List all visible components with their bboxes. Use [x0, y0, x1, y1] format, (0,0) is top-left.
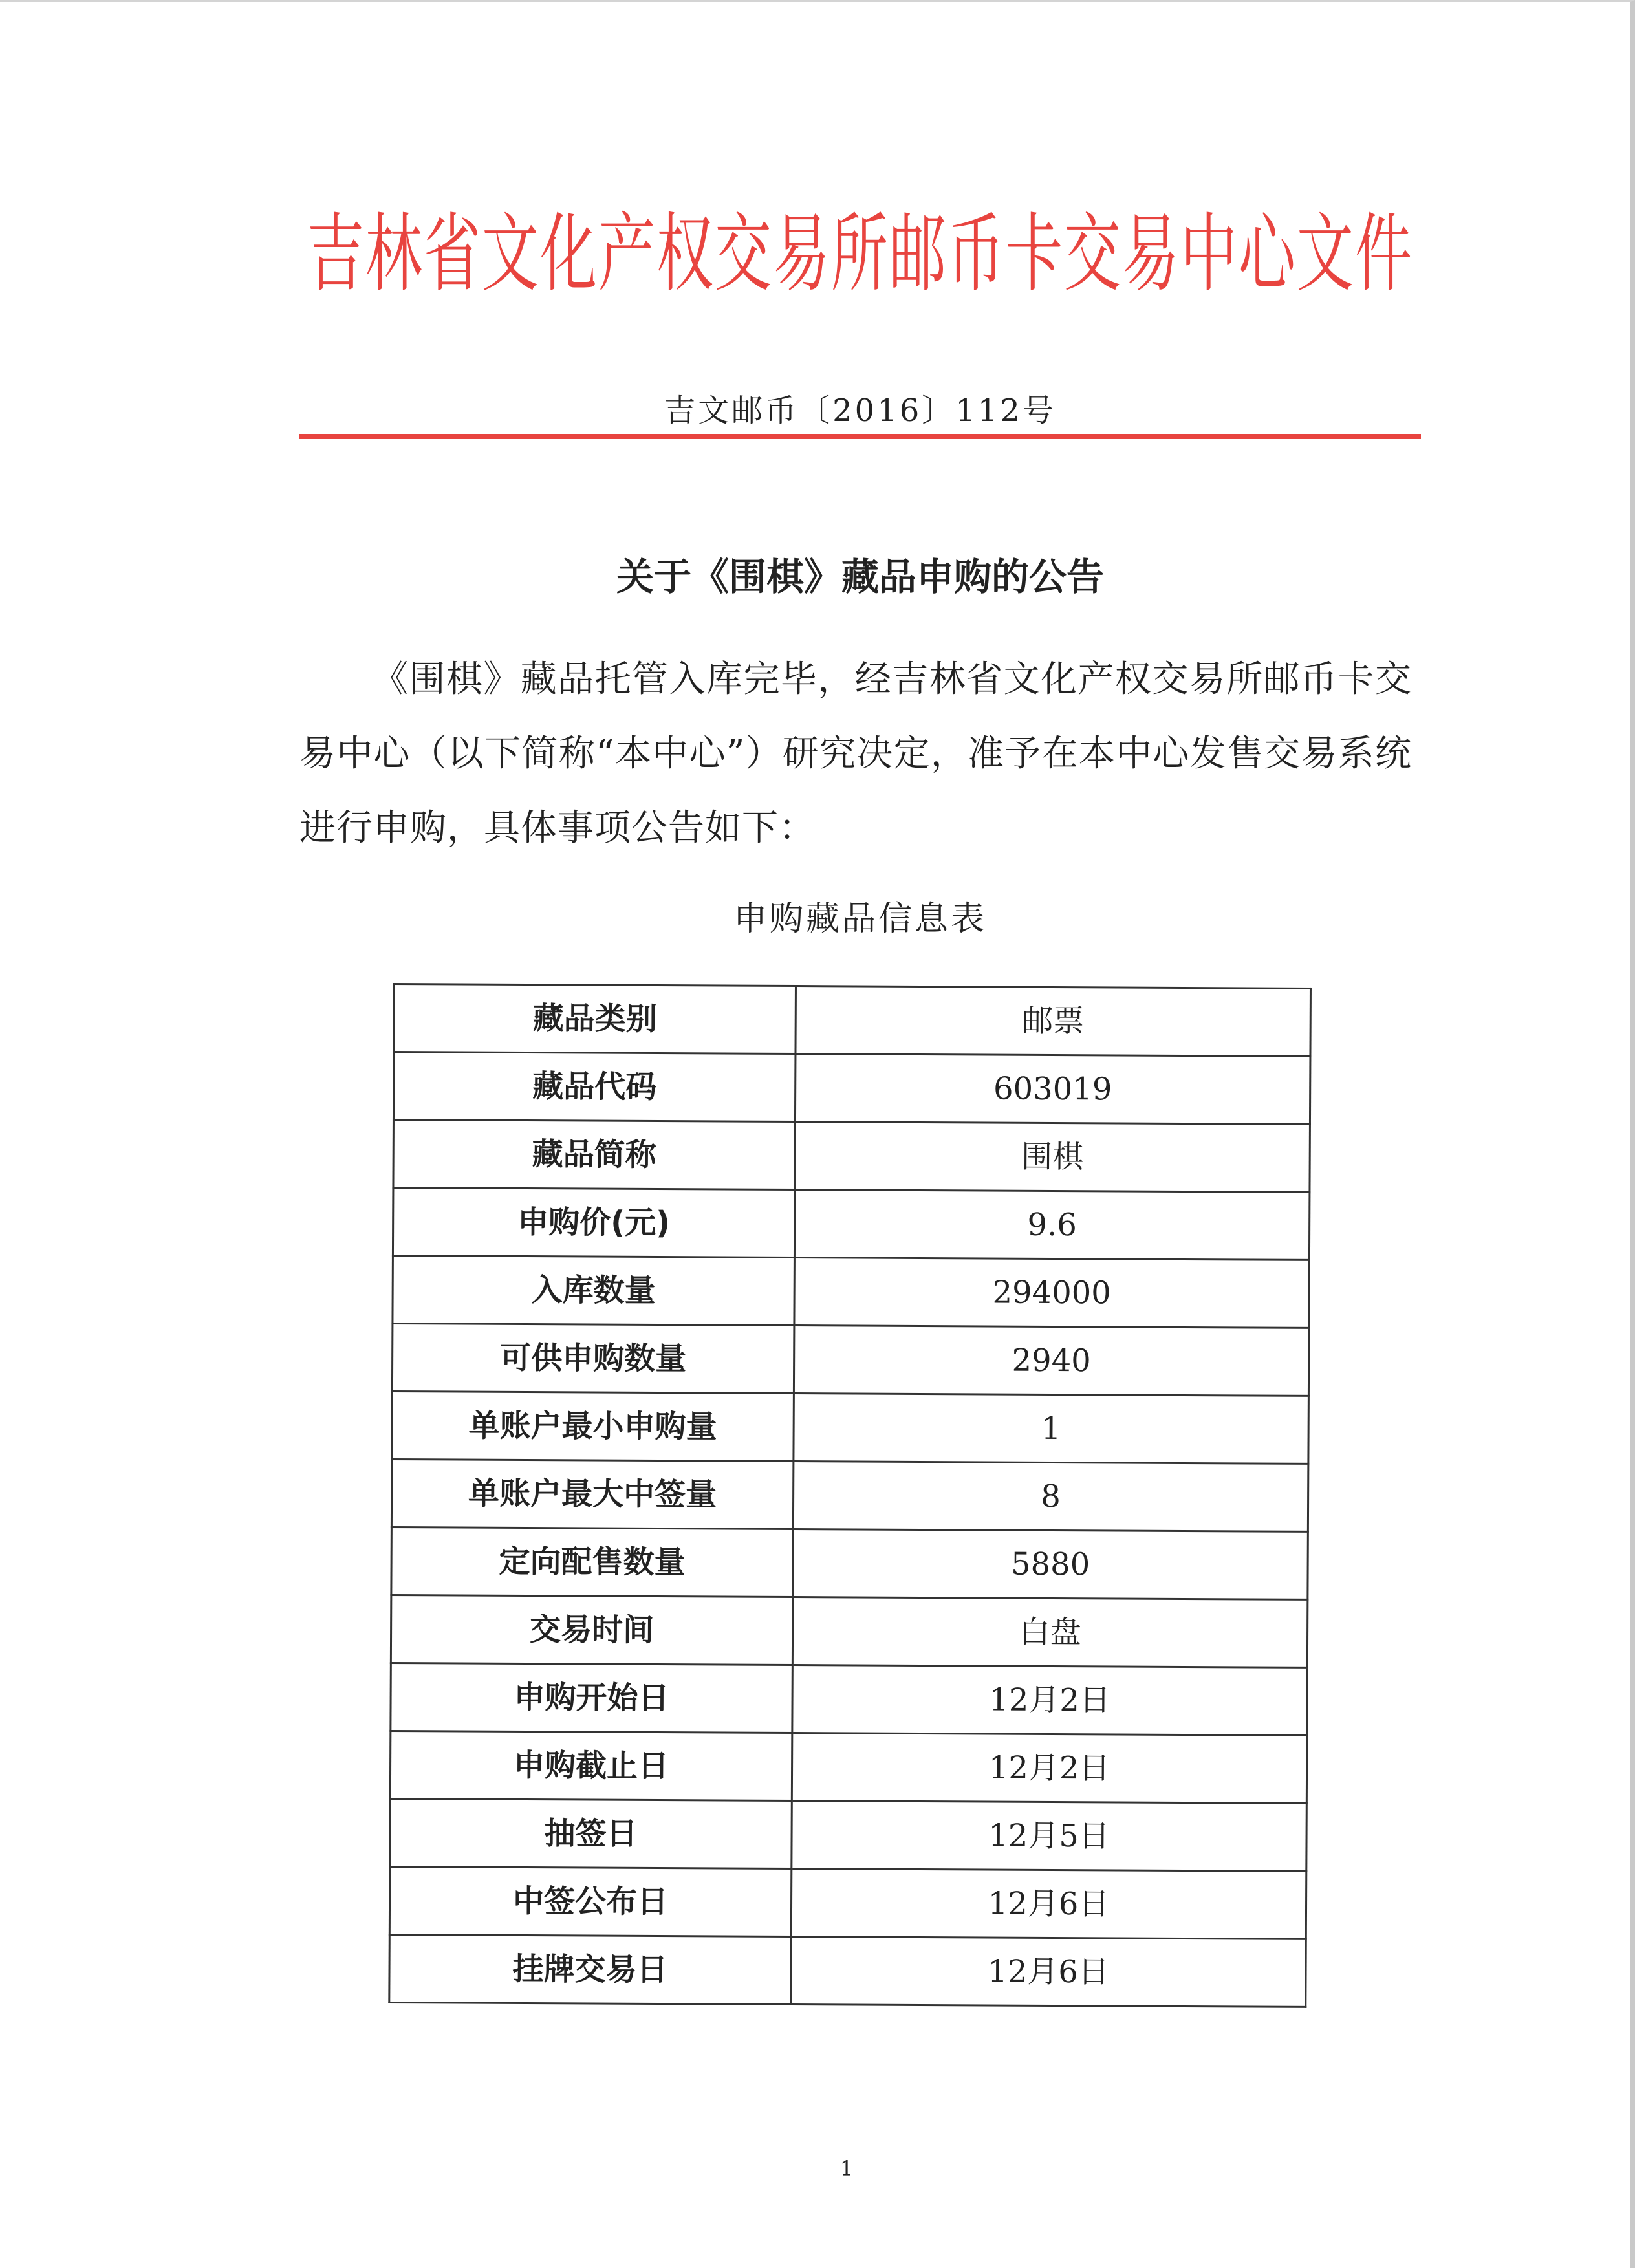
- subscription-info-table: [388, 983, 1312, 2008]
- row-label: 中签公布日: [389, 1866, 792, 1936]
- table-row: [393, 1120, 1310, 1193]
- row-value: 5880: [793, 1529, 1308, 1600]
- page-number: 1: [839, 2156, 854, 2181]
- table-caption: 申购藏品信息表: [733, 900, 987, 938]
- row-value: 1: [794, 1394, 1309, 1464]
- table-row: [391, 1527, 1308, 1599]
- row-value: 12月2日: [792, 1665, 1308, 1736]
- table-row: [393, 1052, 1310, 1125]
- table-row: [391, 1663, 1307, 1735]
- row-label: 定向配售数量: [391, 1527, 794, 1597]
- table-row: [394, 984, 1310, 1057]
- table-row: [392, 1391, 1308, 1463]
- row-label: 藏品简称: [393, 1120, 796, 1190]
- row-label: 抽签日: [390, 1798, 792, 1868]
- table-row: [389, 1934, 1306, 2007]
- table-row: [391, 1595, 1307, 1667]
- row-value: 2940: [794, 1326, 1309, 1396]
- row-label: 藏品类别: [394, 984, 796, 1054]
- row-label: 申购价(元): [393, 1188, 795, 1258]
- table-row: [393, 1256, 1309, 1328]
- row-value: 12月6日: [791, 1869, 1306, 1939]
- row-value: 邮票: [796, 986, 1311, 1057]
- row-value: 围棋: [795, 1122, 1310, 1193]
- row-value: 12月5日: [792, 1801, 1307, 1872]
- table-row: [393, 1188, 1309, 1260]
- row-value: 9.6: [794, 1190, 1310, 1260]
- row-label: 挂牌交易日: [389, 1934, 792, 2004]
- row-label: 申购开始日: [391, 1663, 793, 1733]
- row-value: 603019: [795, 1054, 1310, 1125]
- table-row: [391, 1459, 1308, 1531]
- notice-title: 关于《围棋》藏品申购的公告: [616, 555, 1104, 599]
- row-value: 白盘: [792, 1597, 1308, 1668]
- table-row: [390, 1798, 1306, 1871]
- row-label: 单账户最小申购量: [392, 1391, 794, 1461]
- row-label: 申购截止日: [390, 1731, 792, 1800]
- row-value: 294000: [794, 1258, 1310, 1328]
- red-header-rule: [299, 434, 1421, 439]
- row-label: 单账户最大中签量: [391, 1459, 794, 1529]
- row-value: 12月2日: [792, 1733, 1307, 1804]
- row-label: 藏品代码: [393, 1052, 796, 1122]
- row-label: 入库数量: [393, 1256, 795, 1326]
- row-label: 交易时间: [391, 1595, 793, 1665]
- row-value: 8: [793, 1462, 1308, 1532]
- table-row: [390, 1731, 1306, 1803]
- document-number: 吉文邮币〔2016〕112号: [664, 393, 1056, 429]
- table-row: [389, 1866, 1306, 1939]
- table-row: [392, 1324, 1308, 1396]
- row-label: 可供申购数量: [392, 1324, 794, 1394]
- notice-body-paragraph: 《围棋》藏品托管入库完毕，经吉林省文化产权交易所邮币卡交易中心（以下简称“本中心”）研究决定，准予在本中心发售交易系统进行申购，具体事项公告如下：: [299, 658, 1412, 849]
- org-title-header: 吉林省文化产权交易所邮币卡交易中心文件: [307, 204, 1413, 304]
- row-value: 12月6日: [791, 1937, 1306, 2007]
